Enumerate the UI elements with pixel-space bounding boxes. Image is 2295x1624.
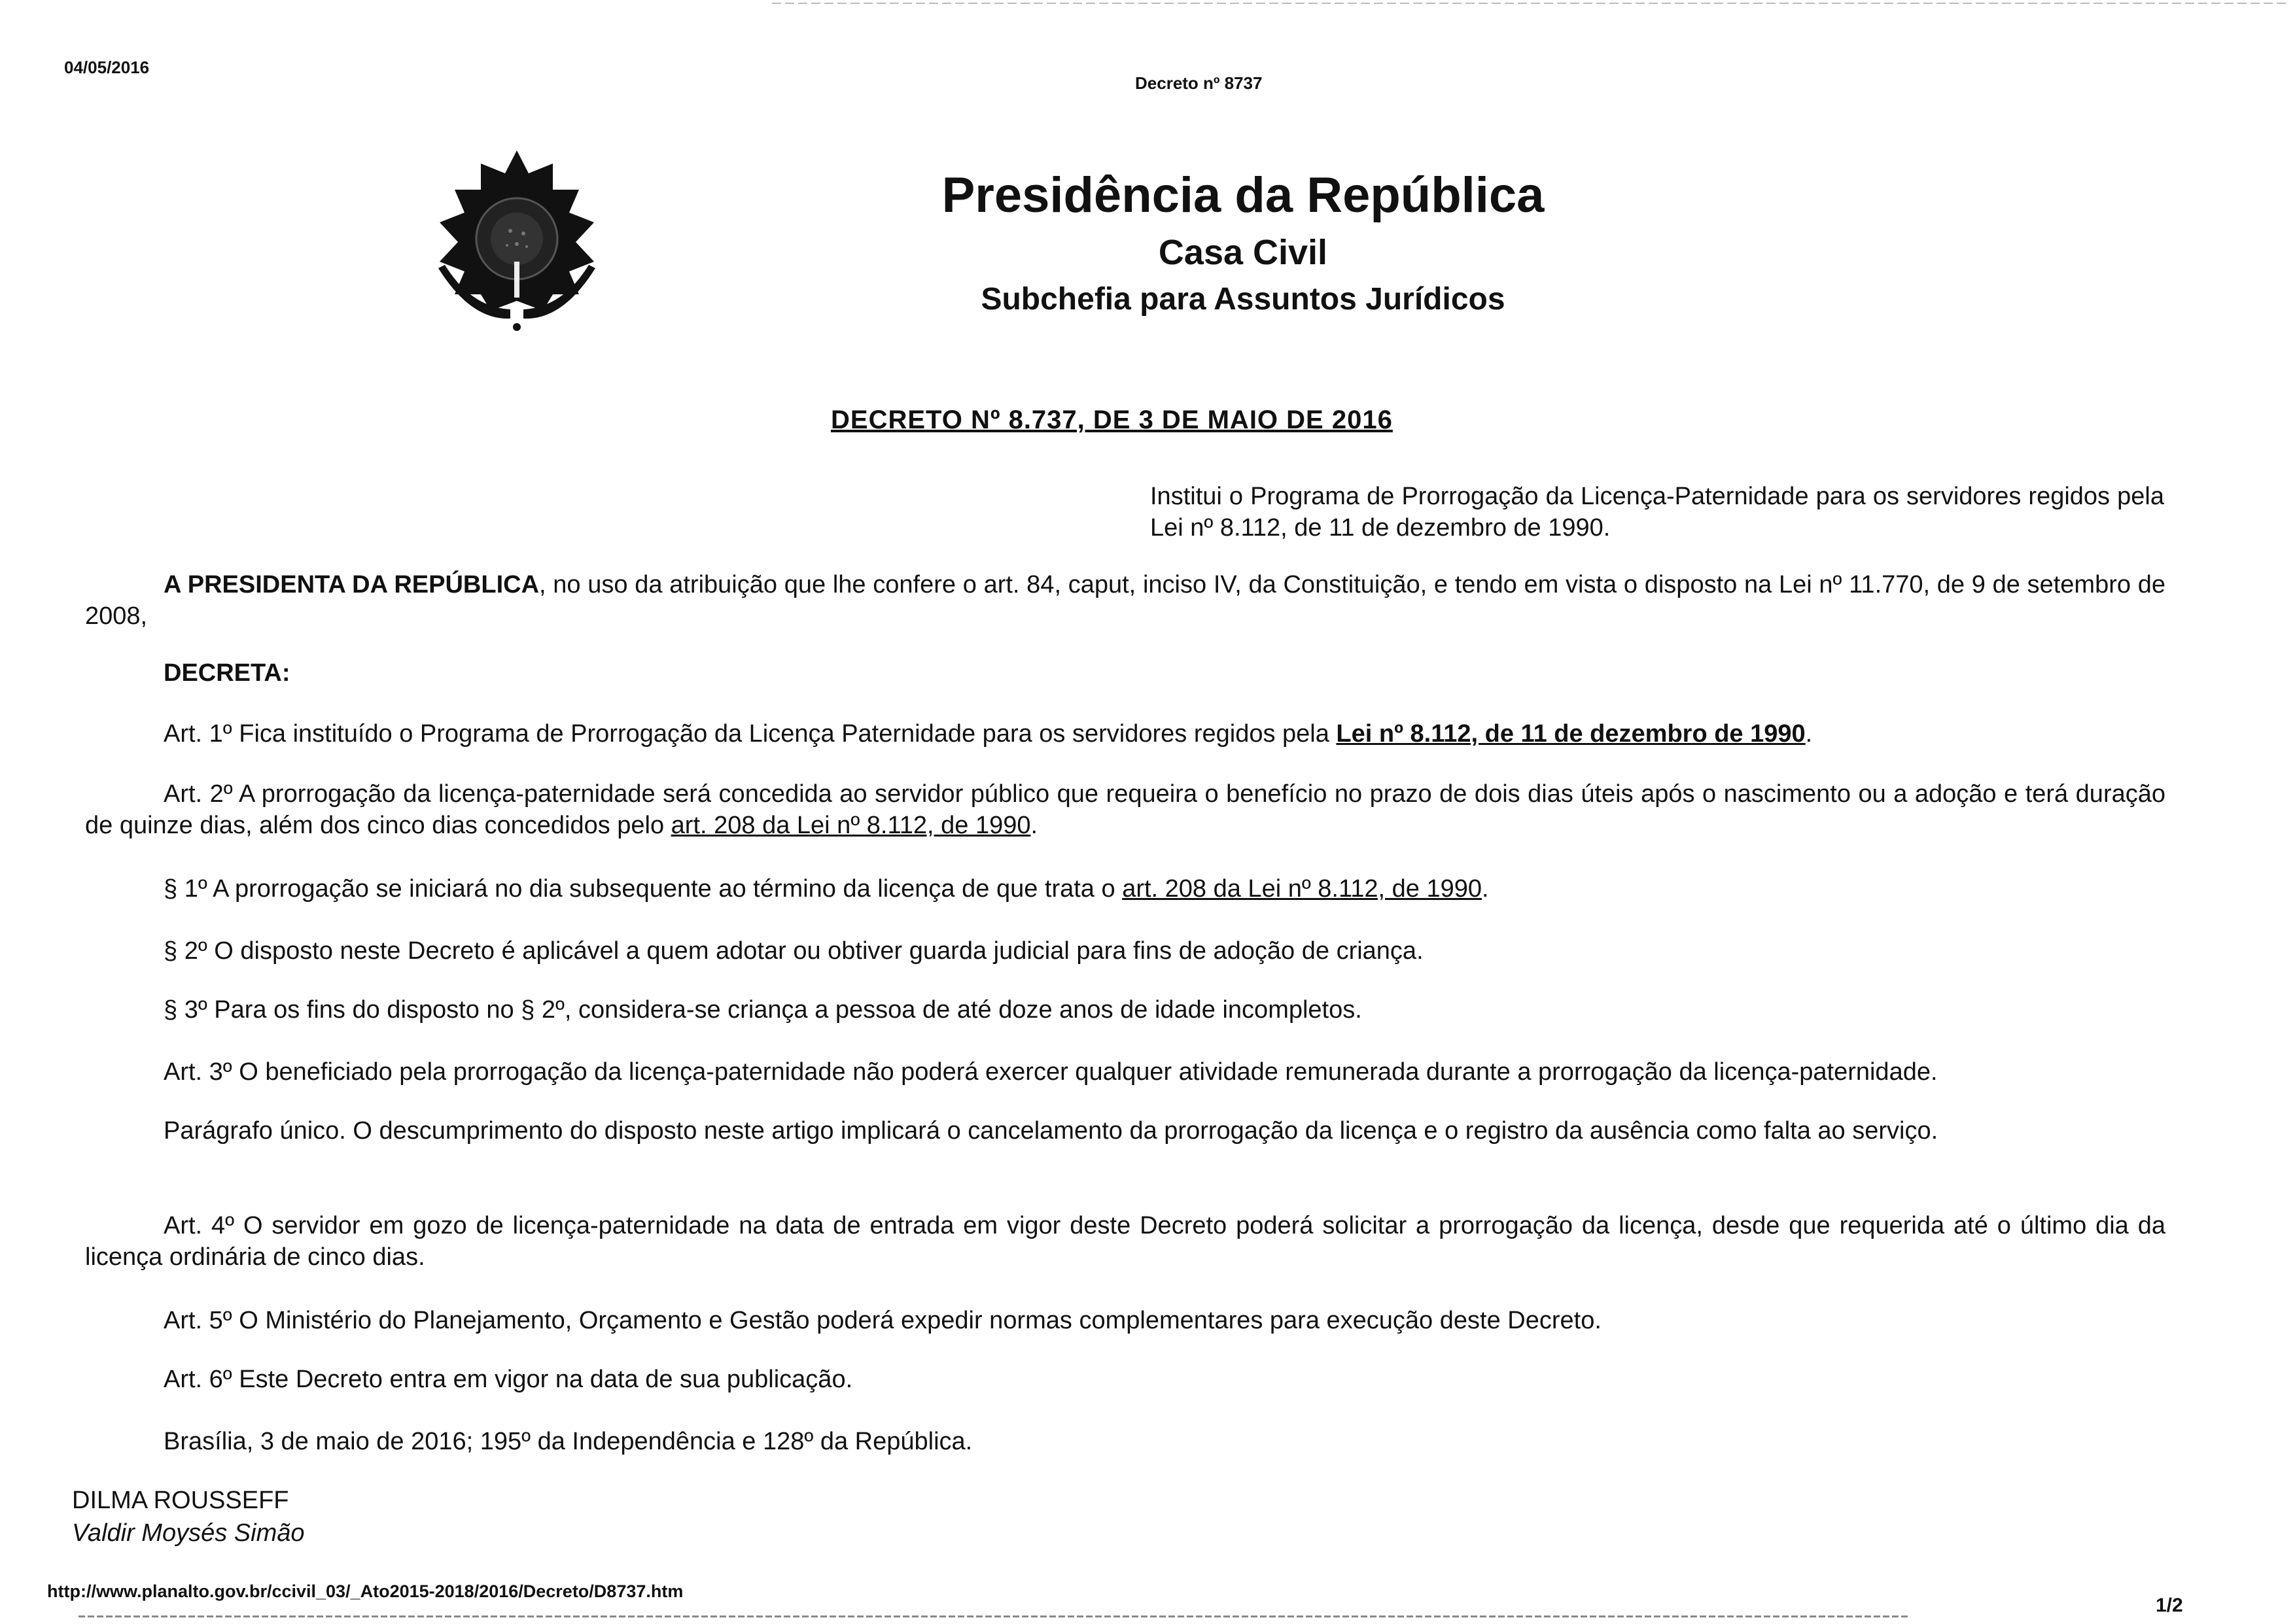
- article-2-text: A prorrogação da licença-paternidade será concedida ao servidor público que requeira o benefício no prazo de dois dias úteis após o nascimento ou a adoção e terá duração de quinze dias, além dos cinco dias concedidos pelo: [85, 780, 2166, 839]
- print-date: 04/05/2016: [64, 58, 150, 77]
- preamble-text: , no uso da atribuição que lhe confere o art. 84, caput, inciso IV, da Constituição, e tendo em vista o disposto na Lei nº 11.770, de 9 de setembro de 2008,: [85, 571, 2165, 630]
- article-1: [164, 718, 2165, 750]
- article-1-law-link[interactable]: Lei nº 8.112, de 11 de dezembro de 1990: [1336, 720, 1806, 748]
- decree-heading: DECRETO Nº 8.737, DE 3 DE MAIO DE 2016: [831, 406, 1393, 434]
- article-2-end: .: [1030, 812, 1038, 839]
- article-6: [164, 1364, 2165, 1395]
- closing-place-date: Brasília, 3 de maio de 2016; 195º da Independência e 128º da República.: [164, 1428, 973, 1455]
- article-2: [85, 778, 2165, 841]
- paragraph-3-label: § 3º: [164, 996, 207, 1024]
- article-6-label: Art. 6º: [164, 1366, 232, 1393]
- paragraph-2-text: O disposto neste Decreto é aplicável a quem adotar ou obtiver guarda judicial para fins de adoção de criança.: [207, 937, 1424, 965]
- article-1-end: .: [1805, 720, 1813, 748]
- decreta-label: DECRETA:: [164, 659, 290, 687]
- article-3: [164, 1056, 2192, 1088]
- page-number: 1/2: [2156, 1595, 2183, 1616]
- institution-subtitle: Casa Civil: [1158, 233, 1328, 272]
- scan-artifact-bottom: [79, 1615, 1910, 1617]
- paragraph-1-label: § 1º: [164, 875, 207, 903]
- signer-president: DILMA ROUSSEFF: [72, 1487, 289, 1514]
- brazil-coat-of-arms-icon: [425, 147, 608, 337]
- article-6-text: Este Decreto entra em vigor na data de sua publicação.: [232, 1366, 853, 1393]
- scan-artifact-top: [772, 3, 2290, 4]
- article-5: [164, 1305, 2165, 1336]
- paragraph-1-end: .: [1482, 875, 1489, 903]
- preamble: [85, 569, 2165, 632]
- article-1-label: Art. 1º: [164, 720, 232, 748]
- article-3-text: O beneficiado pela prorrogação da licença-paternidade não poderá exercer qualquer atividade remunerada durante a prorrogação da licença-paternidade.: [232, 1058, 1938, 1086]
- paragraph-1: [164, 873, 2165, 905]
- article-2-law-link[interactable]: art. 208 da Lei nº 8.112, de 1990: [671, 812, 1031, 839]
- article-5-label: Art. 5º: [164, 1307, 232, 1334]
- decree-summary: Institui o Programa de Prorrogação da Licença-Paternidade para os servidores regidos pela Lei nº 8.112, de 11 de dezembro de 1990.: [1150, 483, 2164, 542]
- article-5-text: O Ministério do Planejamento, Orçamento e Gestão poderá expedir normas complementares para execução deste Decreto.: [232, 1307, 1602, 1334]
- paragraph-2: [164, 935, 2165, 967]
- institution-title: Presidência da República: [941, 167, 1545, 223]
- article-4-text: O servidor em gozo de licença-paternidade na data de entrada em vigor deste Decreto poderá solicitar a prorrogação da licença, desde que requerida até o último dia da licença ordinária de cinco dias.: [85, 1212, 2165, 1271]
- preamble-authority: A PRESIDENTA DA REPÚBLICA: [164, 571, 540, 598]
- sole-paragraph: [85, 1115, 2165, 1147]
- article-2-label: Art. 2º: [164, 780, 233, 808]
- signer-minister: Valdir Moysés Simão: [72, 1519, 305, 1547]
- article-4-label: Art. 4º: [164, 1212, 235, 1239]
- source-url[interactable]: http://www.planalto.gov.br/ccivil_03/_Ato2015-2018/2016/Decreto/D8737.htm: [47, 1581, 684, 1601]
- article-4: [85, 1210, 2165, 1273]
- sole-paragraph-label: Parágrafo único.: [164, 1117, 346, 1145]
- paragraph-1-law-link[interactable]: art. 208 da Lei nº 8.112, de 1990: [1122, 875, 1482, 903]
- article-3-label: Art. 3º: [164, 1058, 232, 1086]
- institution-department: Subchefia para Assuntos Jurídicos: [981, 282, 1505, 317]
- article-1-text: Fica instituído o Programa de Prorrogação da Licença Paternidade para os servidores regidos pela: [232, 720, 1337, 748]
- paragraph-3: [164, 994, 2165, 1026]
- paragraph-2-label: § 2º: [164, 937, 207, 965]
- paragraph-1-text: A prorrogação se iniciará no dia subsequente ao término da licença de que trata o: [207, 875, 1123, 903]
- doc-reference: Decreto nº 8737: [1135, 73, 1263, 93]
- sole-paragraph-text: O descumprimento do disposto neste artigo implicará o cancelamento da prorrogação da licença e o registro da ausência como falta ao serviço.: [345, 1117, 1938, 1145]
- paragraph-3-text: Para os fins do disposto no § 2º, considera-se criança a pessoa de até doze anos de idade incompletos.: [207, 996, 1362, 1024]
